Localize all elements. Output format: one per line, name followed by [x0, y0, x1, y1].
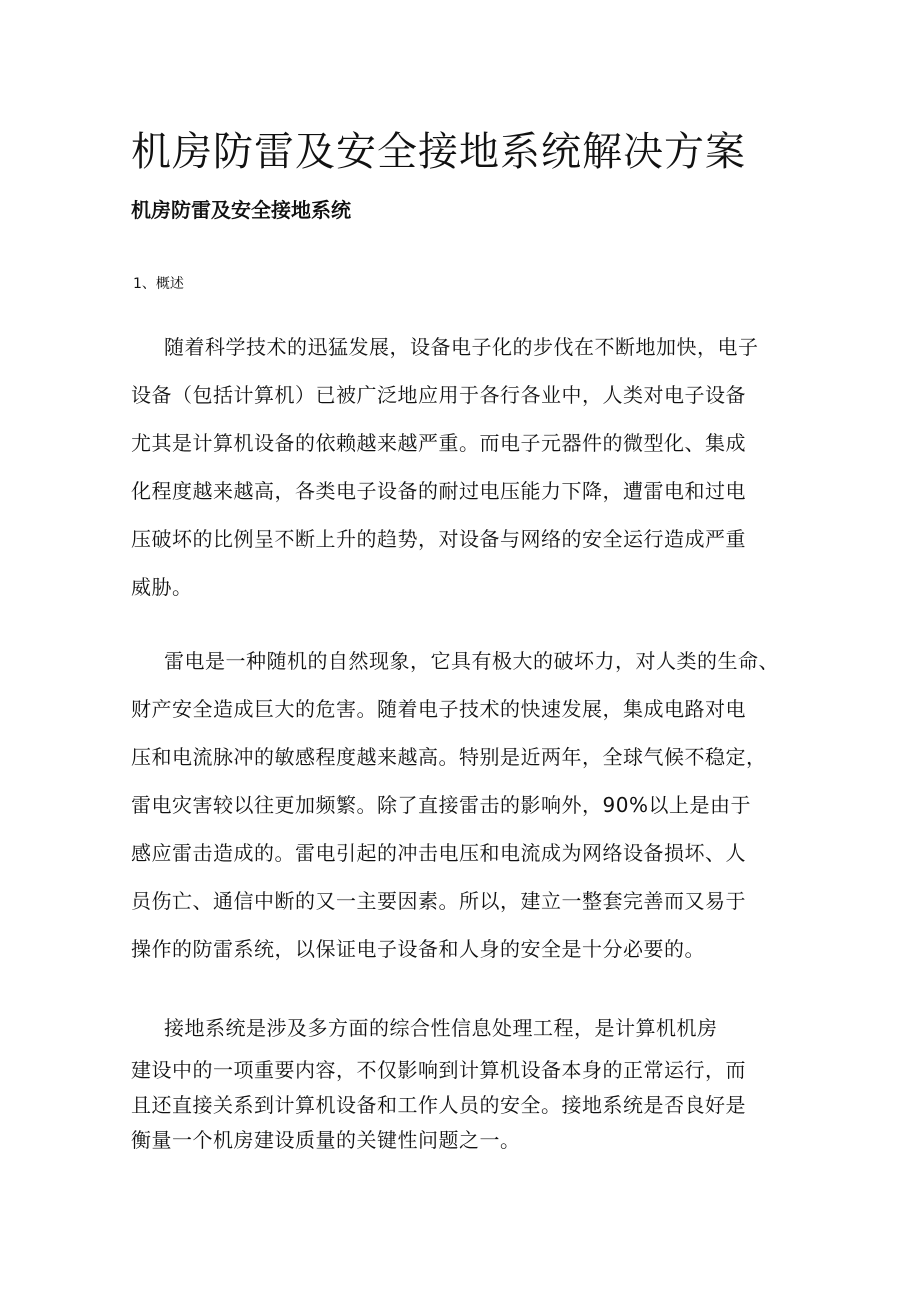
section-heading: 1、概述	[133, 276, 184, 292]
paragraph-grounding	[131, 1053, 803, 1158]
paragraph-line: 设备（包括计算机）已被广泛地应用于各行各业中，人类对电子设备	[131, 383, 746, 407]
paragraph-line: 接地系统是涉及多方面的综合性信息处理工程，是计算机机房	[164, 1016, 718, 1040]
paragraph-line: 感应雷击造成的。雷电引起的冲击电压和电流成为网络设备损坏、人	[131, 841, 746, 865]
paragraph-line: 尤其是计算机设备的依赖越来越严重。而电子元器件的微型化、集成	[131, 431, 746, 455]
paragraph-line: 且还直接关系到计算机设备和工作人员的安全。接地系统是否良好是	[131, 1093, 746, 1117]
document-title: 机房防雷及安全接地系统解决方案	[131, 129, 746, 175]
paragraph-line: 压和电流脉冲的敏感程度越来越高。特别是近两年，全球气候不稳定，	[131, 745, 767, 769]
paragraph-lightning	[131, 637, 803, 973]
paragraph-line: 随着科学技术的迅猛发展，设备电子化的步伐在不断地加快，电子	[164, 335, 759, 359]
paragraph-line: 员伤亡、通信中断的又一主要因素。所以，建立一整套完善而又易于	[131, 889, 746, 913]
paragraph-line: 威胁。	[131, 575, 193, 599]
paragraph-overview-1	[131, 323, 803, 611]
paragraph-line: 衡量一个机房建设质量的关键性问题之一。	[131, 1128, 521, 1152]
paragraph-line: 雷电灾害较以往更加频繁。除了直接雷击的影响外，90%以上是由于	[131, 793, 751, 817]
paragraph-line: 压破坏的比例呈不断上升的趋势，对设备与网络的安全运行造成严重	[131, 527, 746, 551]
paragraph-line: 建设中的一项重要内容，不仅影响到计算机设备本身的正常运行，而	[131, 1058, 746, 1082]
paragraph-line: 财产安全造成巨大的危害。随着电子技术的快速发展，集成电路对电	[131, 697, 746, 721]
paragraph-line: 操作的防雷系统，以保证电子设备和人身的安全是十分必要的。	[131, 937, 705, 961]
paragraph-line: 化程度越来越高，各类电子设备的耐过电压能力下降，遭雷电和过电	[131, 479, 746, 503]
paragraph-line: 雷电是一种随机的自然现象，它具有极大的破坏力，对人类的生命、	[164, 649, 779, 673]
paragraph-grounding-first-line	[131, 1004, 803, 1052]
document-subtitle: 机房防雷及安全接地系统	[131, 198, 351, 222]
